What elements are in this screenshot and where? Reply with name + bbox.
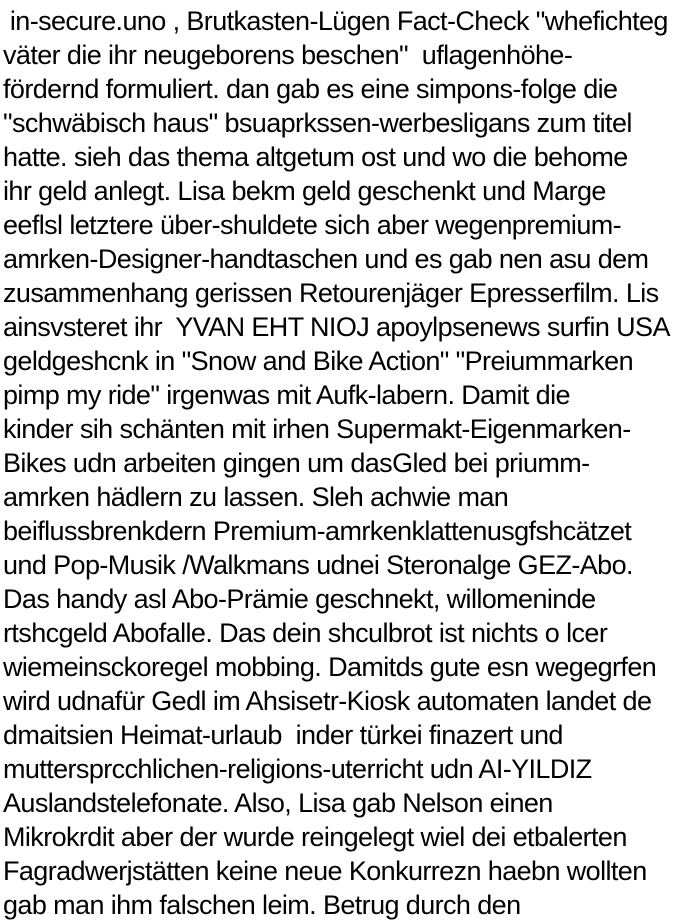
text-line: dmaitsien Heimat-urlaub inder türkei finazert und	[3, 720, 563, 750]
text-line: wiemeinsckoregel mobbing. Damitds gute esn wegegrfen	[3, 652, 657, 682]
text-line: fördernd formuliert. dan gab es eine simpons-folge die	[3, 74, 618, 104]
text-line: hatte. sieh das thema altgetum ost und wo die behome	[3, 142, 628, 172]
text-line: in-secure.uno , Brutkasten-Lügen Fact-Check "whefichteg	[3, 6, 668, 36]
text-line: wird udnafür Gedl im Ahsisetr-Kiosk automaten landet de	[3, 686, 652, 716]
text-line: väter die ihr neugeborens beschen" uflagenhöhe-	[3, 40, 573, 70]
text-line: geldgeshcnk in "Snow and Bike Action" "Preiummarken	[3, 346, 634, 376]
text-line: zusammenhang gerissen Retourenjäger Epresserfilm. Lis	[3, 278, 659, 308]
text-line: rtshcgeld Abofalle. Das dein shculbrot ist nichts o lcer	[3, 618, 608, 648]
text-line: Fagradwerjstätten keine neue Konkurrezn haebn wollten	[3, 856, 647, 886]
text-line: ihr geld anlegt. Lisa bekm geld geschenkt und Marge	[3, 176, 606, 206]
text-line: Auslandstelefonate. Also, Lisa gab Nelson einen	[3, 788, 553, 818]
text-line: Mikrokrdit aber der wurde reingelegt wiel dei etbalerten	[3, 822, 627, 852]
text-line: pimp my ride" irgenwas mit Aufk-labern. Damit die	[3, 380, 570, 410]
text-line: muttersprcchlichen-religions-uterricht udn AI-YILDIZ	[3, 754, 592, 784]
text-line: Bikes udn arbeiten gingen um dasGled bei priumm-	[3, 448, 590, 478]
text-line: amrken-Designer-handtaschen und es gab nen asu dem	[3, 244, 649, 274]
text-line: beiflussbrenkdern Premium-amrkenklattenusgfshcätzet	[3, 516, 632, 546]
text-line: amrken hädlern zu lassen. Sleh achwie man	[3, 482, 509, 512]
text-line: ainsvsteret ihr YVAN EHT NIOJ apoylpsenews surfin USA	[3, 312, 670, 342]
text-line: kinder sih schänten mit irhen Supermakt-Eigenmarken-	[3, 414, 631, 444]
text-line: gab man ihm falschen leim. Betrug durch den	[3, 890, 521, 920]
document-text	[3, 4, 684, 922]
text-line: und Pop-Musik /Walkmans udnei Steronalge GEZ-Abo.	[3, 550, 633, 580]
text-line: "schwäbisch haus" bsuaprkssen-werbesligans zum titel	[3, 108, 632, 138]
text-line: eeflsl letztere über-shuldete sich aber wegenpremium-	[3, 210, 622, 240]
text-line: Das handy asl Abo-Prämie geschnekt, willomeninde	[3, 584, 596, 614]
